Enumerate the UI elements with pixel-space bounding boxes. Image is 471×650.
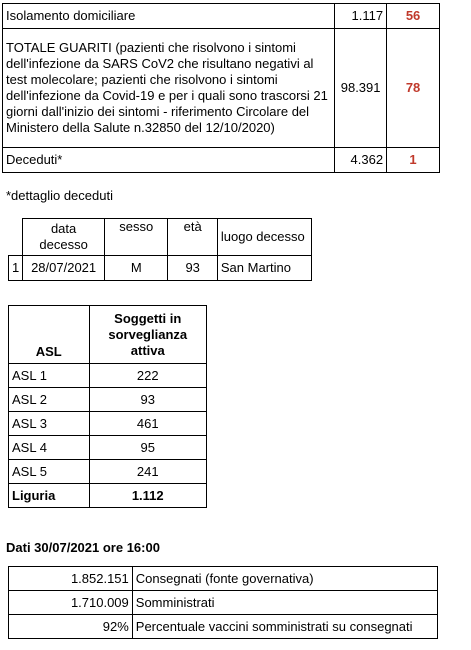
isolamento-label: Isolamento domiciliare bbox=[3, 4, 335, 29]
header-date: data decesso bbox=[23, 219, 105, 256]
death-sex: M bbox=[105, 255, 168, 280]
row-deceduti bbox=[3, 148, 440, 173]
vaccine-value: 1.852.151 bbox=[9, 567, 133, 591]
table-row bbox=[9, 388, 207, 412]
asl-name: ASL 1 bbox=[9, 364, 90, 388]
empty-corner bbox=[9, 219, 23, 256]
vaccines-table bbox=[8, 566, 438, 639]
deaths-header-row bbox=[9, 219, 312, 256]
asl-total-row bbox=[9, 484, 207, 508]
deaths-detail-table bbox=[8, 218, 312, 281]
vaccine-label: Somministrati bbox=[132, 591, 437, 615]
asl-value: 241 bbox=[89, 460, 207, 484]
header-sex: sesso bbox=[105, 219, 168, 256]
death-place: San Martino bbox=[217, 255, 311, 280]
vaccine-value: 1.710.009 bbox=[9, 591, 133, 615]
asl-value: 461 bbox=[89, 412, 207, 436]
total-value: 1.112 bbox=[89, 484, 207, 508]
death-age: 93 bbox=[168, 255, 217, 280]
table-row bbox=[9, 591, 438, 615]
guariti-delta: 78 bbox=[387, 29, 440, 148]
vaccine-label: Percentuale vaccini somministrati su consegnati bbox=[132, 615, 437, 639]
asl-name: ASL 3 bbox=[9, 412, 90, 436]
header-asl: ASL bbox=[9, 306, 90, 364]
guariti-label: TOTALE GUARITI (pazienti che risolvono i sintomi dell'infezione da SARS CoV2 che risultano negativi al test molecolare; pazienti che risolvono i sintomi dell'infezione da Covid-19 e per i quali sono trascorsi 21 giorni dall'inizio dei sintomi - riferimento Circolare del Ministero della Salute n.32850 del 12/10/2020) bbox=[3, 29, 335, 148]
header-surveillance: Soggetti in sorveglianza attiva bbox=[89, 306, 207, 364]
death-date: 28/07/2021 bbox=[23, 255, 105, 280]
asl-name: ASL 2 bbox=[9, 388, 90, 412]
isolamento-value: 1.117 bbox=[335, 4, 387, 29]
table-row bbox=[9, 412, 207, 436]
row-number: 1 bbox=[9, 255, 23, 280]
header-place: luogo decesso bbox=[217, 219, 311, 256]
table-row bbox=[9, 567, 438, 591]
table-row bbox=[9, 615, 438, 639]
deceduti-value: 4.362 bbox=[335, 148, 387, 173]
isolamento-delta: 56 bbox=[387, 4, 440, 29]
asl-value: 93 bbox=[89, 388, 207, 412]
total-name: Liguria bbox=[9, 484, 90, 508]
asl-value: 95 bbox=[89, 436, 207, 460]
asl-name: ASL 4 bbox=[9, 436, 90, 460]
data-timestamp-title: Dati 30/07/2021 ore 16:00 bbox=[6, 540, 160, 555]
summary-table bbox=[2, 3, 440, 173]
table-row bbox=[9, 255, 312, 280]
asl-header-row bbox=[9, 306, 207, 364]
asl-table bbox=[8, 305, 207, 508]
asl-name: ASL 5 bbox=[9, 460, 90, 484]
asl-value: 222 bbox=[89, 364, 207, 388]
vaccine-value: 92% bbox=[9, 615, 133, 639]
deaths-note: *dettaglio deceduti bbox=[6, 188, 113, 203]
table-row bbox=[9, 436, 207, 460]
row-isolamento bbox=[3, 4, 440, 29]
guariti-value: 98.391 bbox=[335, 29, 387, 148]
header-age: età bbox=[168, 219, 217, 256]
deceduti-delta: 1 bbox=[387, 148, 440, 173]
deceduti-label: Deceduti* bbox=[3, 148, 335, 173]
table-row bbox=[9, 460, 207, 484]
table-row bbox=[9, 364, 207, 388]
vaccine-label: Consegnati (fonte governativa) bbox=[132, 567, 437, 591]
row-guariti bbox=[3, 29, 440, 148]
